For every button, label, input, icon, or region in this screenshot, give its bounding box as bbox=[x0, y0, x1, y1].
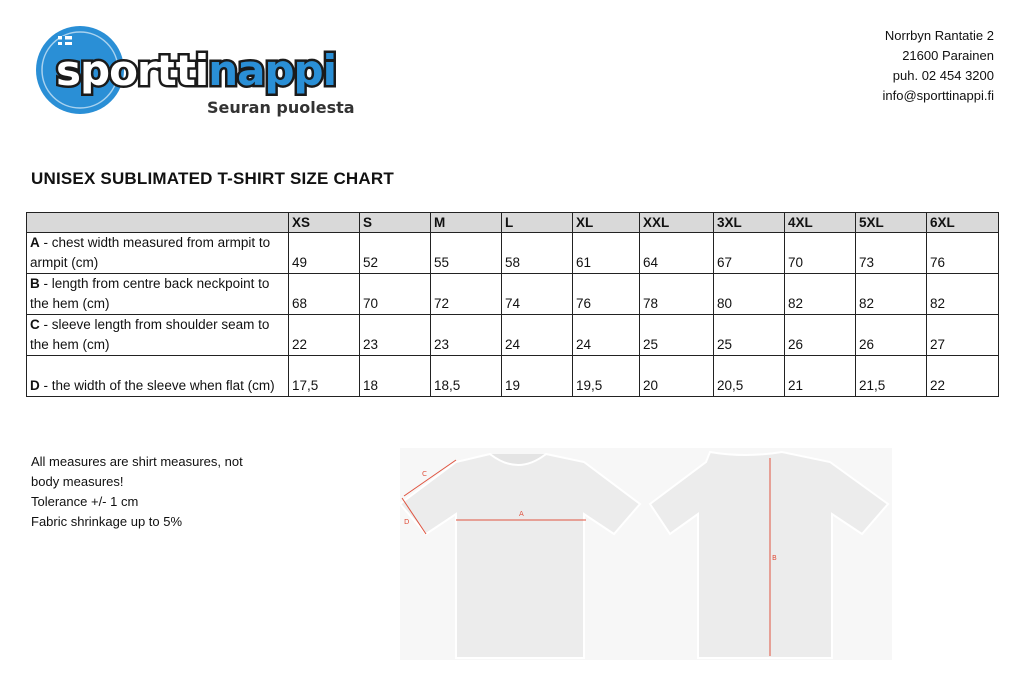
table-cell: 72 bbox=[431, 274, 502, 315]
table-cell: 25 bbox=[714, 315, 785, 356]
measurement-notes bbox=[31, 452, 243, 532]
table-cell: 82 bbox=[856, 274, 927, 315]
measure-label-c: C bbox=[422, 470, 427, 478]
address-street: Norrbyn Rantatie 2 bbox=[884, 28, 994, 43]
table-cell: 23 bbox=[360, 315, 431, 356]
table-row bbox=[27, 315, 999, 356]
table-cell: 73 bbox=[856, 233, 927, 274]
table-cell: 76 bbox=[927, 233, 999, 274]
table-cell: 19 bbox=[502, 356, 573, 397]
table-row bbox=[27, 233, 999, 274]
table-cell: 19,5 bbox=[573, 356, 640, 397]
table-cell: 52 bbox=[360, 233, 431, 274]
company-address bbox=[883, 26, 994, 106]
header-cell-m: M bbox=[431, 213, 502, 233]
table-cell: 26 bbox=[785, 315, 856, 356]
table-cell: 70 bbox=[360, 274, 431, 315]
measure-label-a: A bbox=[519, 510, 524, 518]
header-cell-5xl: 5XL bbox=[856, 213, 927, 233]
table-cell: 74 bbox=[502, 274, 573, 315]
note-line: Tolerance +/- 1 cm bbox=[31, 494, 139, 509]
table-cell: 82 bbox=[785, 274, 856, 315]
address-city: 21600 Parainen bbox=[902, 48, 994, 63]
table-cell: 22 bbox=[289, 315, 360, 356]
svg-text:sporttinappi bbox=[56, 46, 336, 95]
page-title: UNISEX SUBLIMATED T-SHIRT SIZE CHART bbox=[31, 169, 394, 188]
table-cell: 22 bbox=[927, 356, 999, 397]
measure-label-d: D bbox=[404, 518, 410, 526]
table-cell: 24 bbox=[502, 315, 573, 356]
logo-text-nappi: nappi bbox=[208, 46, 336, 95]
table-cell: 27 bbox=[927, 315, 999, 356]
table-cell: 70 bbox=[785, 233, 856, 274]
table-cell: 18,5 bbox=[431, 356, 502, 397]
tshirt-measurement-diagram bbox=[400, 448, 892, 660]
table-row bbox=[27, 356, 999, 397]
table-cell: 49 bbox=[289, 233, 360, 274]
table-cell: 68 bbox=[289, 274, 360, 315]
header-cell-l: L bbox=[502, 213, 573, 233]
table-cell: 26 bbox=[856, 315, 927, 356]
table-cell: 61 bbox=[573, 233, 640, 274]
header-cell-6xl: 6XL bbox=[927, 213, 999, 233]
table-cell: 18 bbox=[360, 356, 431, 397]
header-cell-3xl: 3XL bbox=[714, 213, 785, 233]
row-description: A - chest width measured from armpit to armpit (cm) bbox=[27, 233, 289, 274]
table-cell: 78 bbox=[640, 274, 714, 315]
table-cell: 23 bbox=[431, 315, 502, 356]
table-cell: 67 bbox=[714, 233, 785, 274]
table-row bbox=[27, 274, 999, 315]
logo-text-ti: ti bbox=[175, 46, 209, 95]
header-cell-xxl: XXL bbox=[640, 213, 714, 233]
table-cell: 55 bbox=[431, 233, 502, 274]
size-chart-table bbox=[26, 212, 999, 397]
table-cell: 76 bbox=[573, 274, 640, 315]
table-cell: 80 bbox=[714, 274, 785, 315]
header-cell-xs: XS bbox=[289, 213, 360, 233]
note-line: All measures are shirt measures, not bbox=[31, 454, 243, 469]
table-cell: 25 bbox=[640, 315, 714, 356]
table-cell: 20 bbox=[640, 356, 714, 397]
table-cell: 64 bbox=[640, 233, 714, 274]
logo-tagline: Seuran puolesta bbox=[207, 98, 355, 117]
table-cell: 21 bbox=[785, 356, 856, 397]
table-cell: 20,5 bbox=[714, 356, 785, 397]
measure-label-b: B bbox=[772, 554, 777, 562]
row-description: C - sleeve length from shoulder seam to the hem (cm) bbox=[27, 315, 289, 356]
table-header-row bbox=[27, 213, 999, 233]
table-cell: 58 bbox=[502, 233, 573, 274]
header-cell-empty bbox=[27, 213, 289, 233]
table-cell: 82 bbox=[927, 274, 999, 315]
address-phone: puh. 02 454 3200 bbox=[892, 68, 994, 83]
header-cell-4xl: 4XL bbox=[785, 213, 856, 233]
sporttinappi-logo bbox=[34, 22, 364, 122]
header-cell-s: S bbox=[360, 213, 431, 233]
table-cell: 17,5 bbox=[289, 356, 360, 397]
table-cell: 21,5 bbox=[856, 356, 927, 397]
table-cell: 24 bbox=[573, 315, 640, 356]
row-description: D - the width of the sleeve when flat (cm) bbox=[27, 356, 289, 397]
logo-text-sport: sport bbox=[56, 46, 176, 95]
address-email: info@sporttinappi.fi bbox=[882, 88, 994, 103]
header-cell-xl: XL bbox=[573, 213, 640, 233]
note-line: body measures! bbox=[31, 474, 124, 489]
note-line: Fabric shrinkage up to 5% bbox=[31, 514, 183, 529]
row-description: B - length from centre back neckpoint to the hem (cm) bbox=[27, 274, 289, 315]
